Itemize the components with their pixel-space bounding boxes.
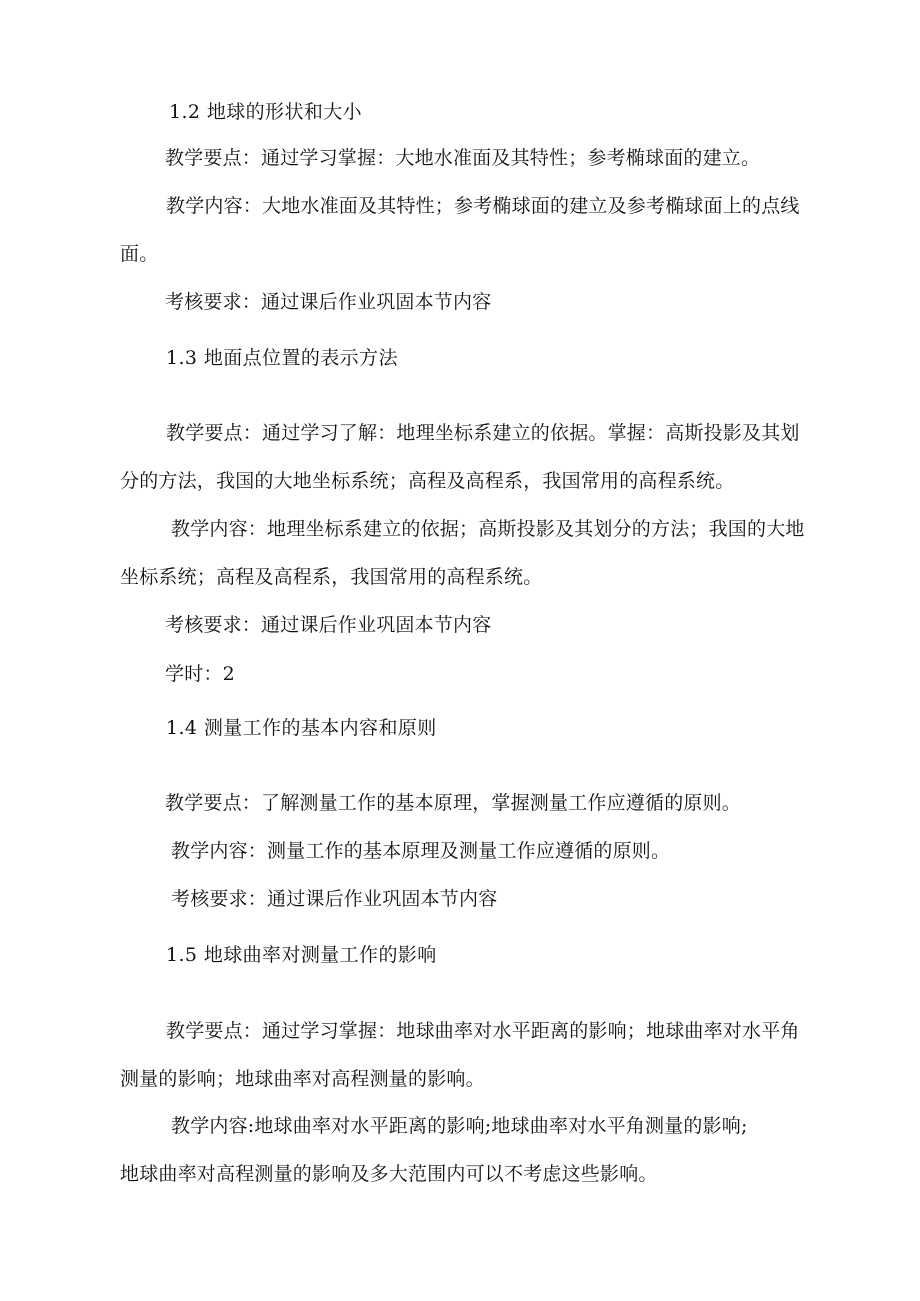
teaching-content-1-3-line2: 坐标系统；高程及高程系，我国常用的高程系统。 (120, 566, 543, 588)
section-heading-1-5: 1.5 地球曲率对测量工作的影响 (166, 944, 437, 966)
teaching-content-1-5-line1: 教学内容:地球曲率对水平距离的影响;地球曲率对水平角测量的影响; (171, 1115, 748, 1137)
teaching-content-1-5-line2: 地球曲率对高程测量的影响及多大范围内可以不考虑这些影响。 (120, 1163, 658, 1185)
section-heading-1-4: 1.4 测量工作的基本内容和原则 (166, 717, 437, 739)
teaching-points-1-5-line1: 教学要点：通过学习掌握：地球曲率对水平距离的影响；地球曲率对水平角 (166, 1020, 800, 1042)
teaching-content-1-2-line1: 教学内容：大地水准面及其特性；参考椭球面的建立及参考椭球面上的点线 (166, 195, 800, 217)
teaching-points-1-2: 教学要点：通过学习掌握：大地水准面及其特性；参考椭球面的建立。 (165, 147, 761, 169)
assessment-1-3: 考核要求：通过课后作业巩固本节内容 (165, 614, 492, 636)
teaching-points-1-4: 教学要点：了解测量工作的基本原理，掌握测量工作应遵循的原则。 (165, 792, 742, 814)
section-heading-1-3: 1.3 地面点位置的表示方法 (166, 347, 398, 369)
section-heading-1-2: 1.2 地球的形状和大小 (169, 101, 363, 123)
assessment-1-2: 考核要求：通过课后作业巩固本节内容 (165, 291, 492, 313)
teaching-points-1-5-line2: 测量的影响；地球曲率对高程测量的影响。 (120, 1068, 485, 1090)
teaching-points-1-3-line1: 教学要点：通过学习了解：地理坐标系建立的依据。掌握：高斯投影及其划 (166, 422, 800, 444)
assessment-1-4: 考核要求：通过课后作业巩固本节内容 (171, 888, 498, 910)
teaching-content-1-3-line1: 教学内容：地理坐标系建立的依据；高斯投影及其划分的方法；我国的大地 (171, 518, 805, 540)
study-hours-1-3: 学时：2 (165, 663, 235, 685)
teaching-content-1-2-line2: 面。 (120, 243, 159, 265)
teaching-points-1-3-line2: 分的方法，我国的大地坐标系统；高程及高程系，我国常用的高程系统。 (120, 470, 735, 492)
teaching-content-1-4: 教学内容：测量工作的基本原理及测量工作应遵循的原则。 (171, 840, 671, 862)
